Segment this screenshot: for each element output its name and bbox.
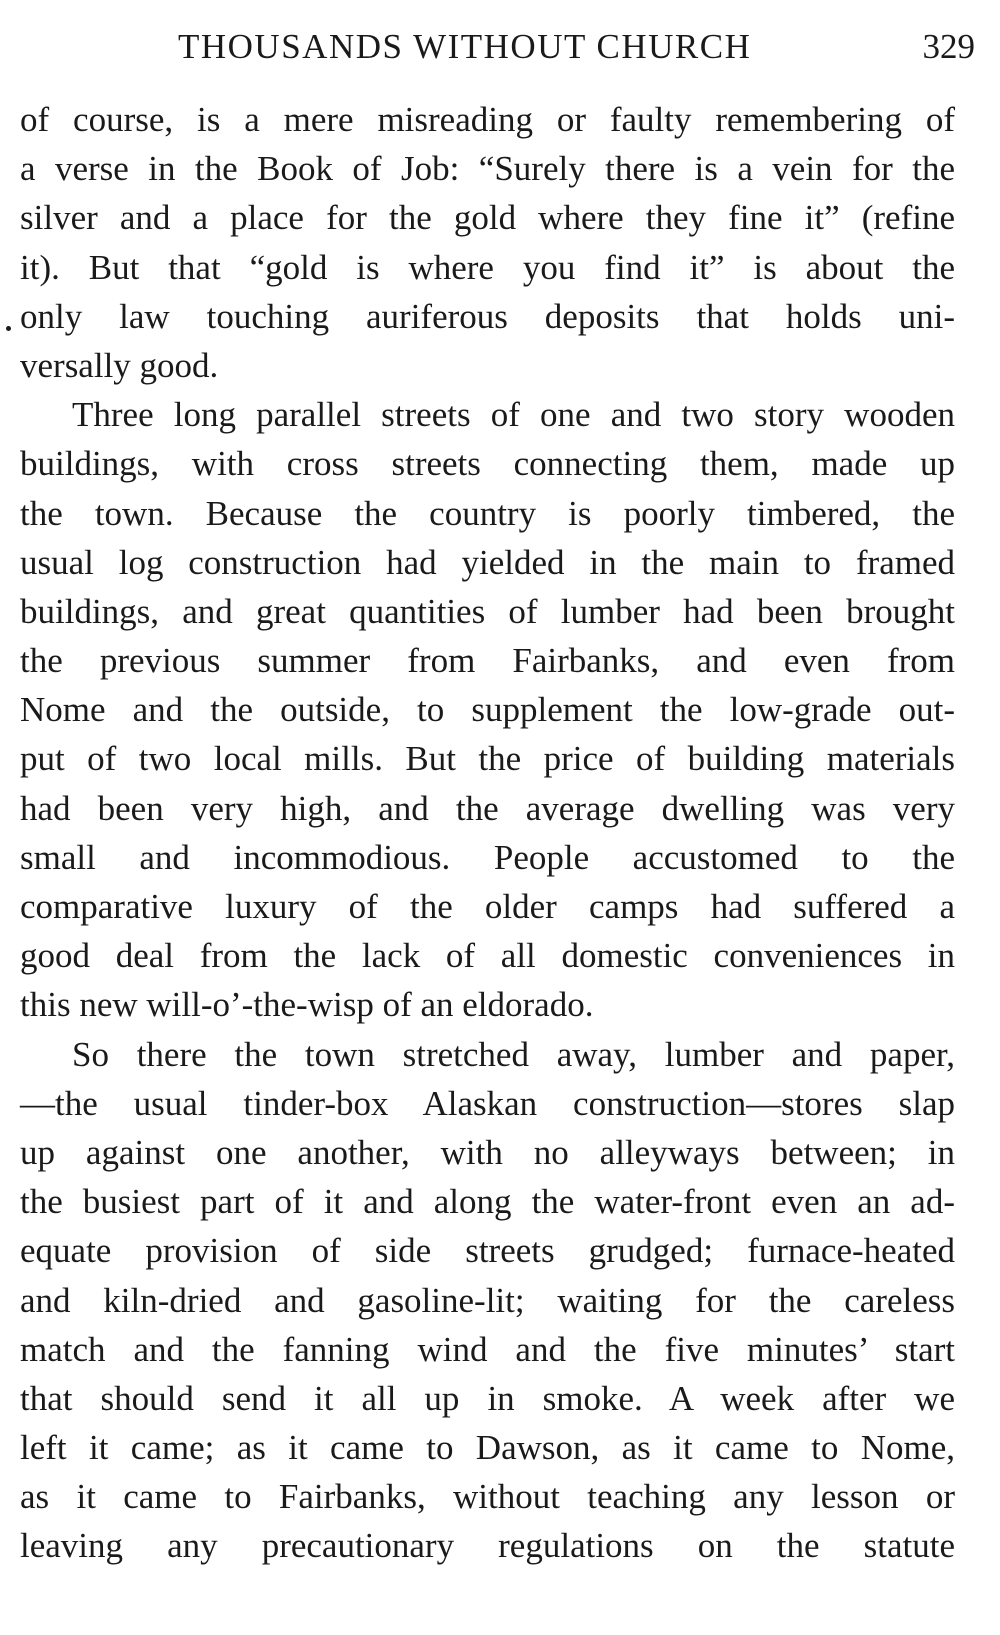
text-line: of course, is a mere misreading or faulty remembering of [20,100,955,139]
text-line: good deal from the lack of all domestic conveniences in [20,936,955,976]
text-line: match and the fanning wind and the five minutes’ start [20,1329,955,1369]
text-line: and kiln-dried and gasoline-lit; waiting for the careless [20,1280,955,1320]
running-title: THOUSANDS WITHOUT CHURCH [178,27,752,66]
margin-mark [6,326,11,331]
page-number: 329 [922,27,975,66]
text-line: silver and a place for the gold where they fine it” (refine [20,198,955,238]
text-line: versally good. [20,345,219,385]
text-line: had been very high, and the average dwelling was very [20,788,955,828]
text-line: comparative luxury of the older camps had suffered a [20,887,955,926]
text-line: leaving any precautionary regulations on the statute [20,1526,955,1566]
text-line: buildings, and great quantities of lumber had been brought [20,591,955,631]
text-line: Three long parallel streets of one and two story wooden [72,395,955,435]
text-line: the town. Because the country is poorly timbered, the [20,493,955,533]
text-line: that should send it all up in smoke. A week after we [20,1378,955,1418]
page-body [20,95,955,1571]
text-line: it). But that “gold is where you find it” is about the [20,247,955,287]
paragraph [20,1030,955,1571]
paragraph [20,95,955,390]
text-line: left it came; as it came to Dawson, as it came to Nome, [20,1428,955,1468]
text-line: as it came to Fairbanks, without teaching any lesson or [20,1477,955,1517]
text-line: a verse in the Book of Job: “Surely there is a vein for the [20,149,955,189]
text-line: usual log construction had yielded in the main to framed [20,542,955,582]
text-line: equate provision of side streets grudged; furnace-heated [20,1231,955,1271]
text-line: Nome and the outside, to supplement the low-grade out- [20,690,955,730]
text-line: only law touching auriferous deposits that holds uni- [20,296,955,336]
paragraph [20,390,955,1029]
page-header [20,22,975,72]
text-line: small and incommodious. People accustomed to the [20,837,955,877]
text-line: buildings, with cross streets connecting them, made up [20,444,955,484]
text-line: the busiest part of it and along the water-front even an ad- [20,1182,955,1222]
text-line: So there the town stretched away, lumber and paper, [72,1034,955,1074]
text-line: put of two local mills. But the price of building materials [20,739,955,779]
text-line: up against one another, with no alleyways between; in [20,1132,955,1172]
text-line: the previous summer from Fairbanks, and even from [20,641,955,681]
text-line: —the usual tinder-box Alaskan construction—stores slap [20,1083,955,1123]
text-line: this new will-o’-the-wisp of an eldorado. [20,985,594,1025]
